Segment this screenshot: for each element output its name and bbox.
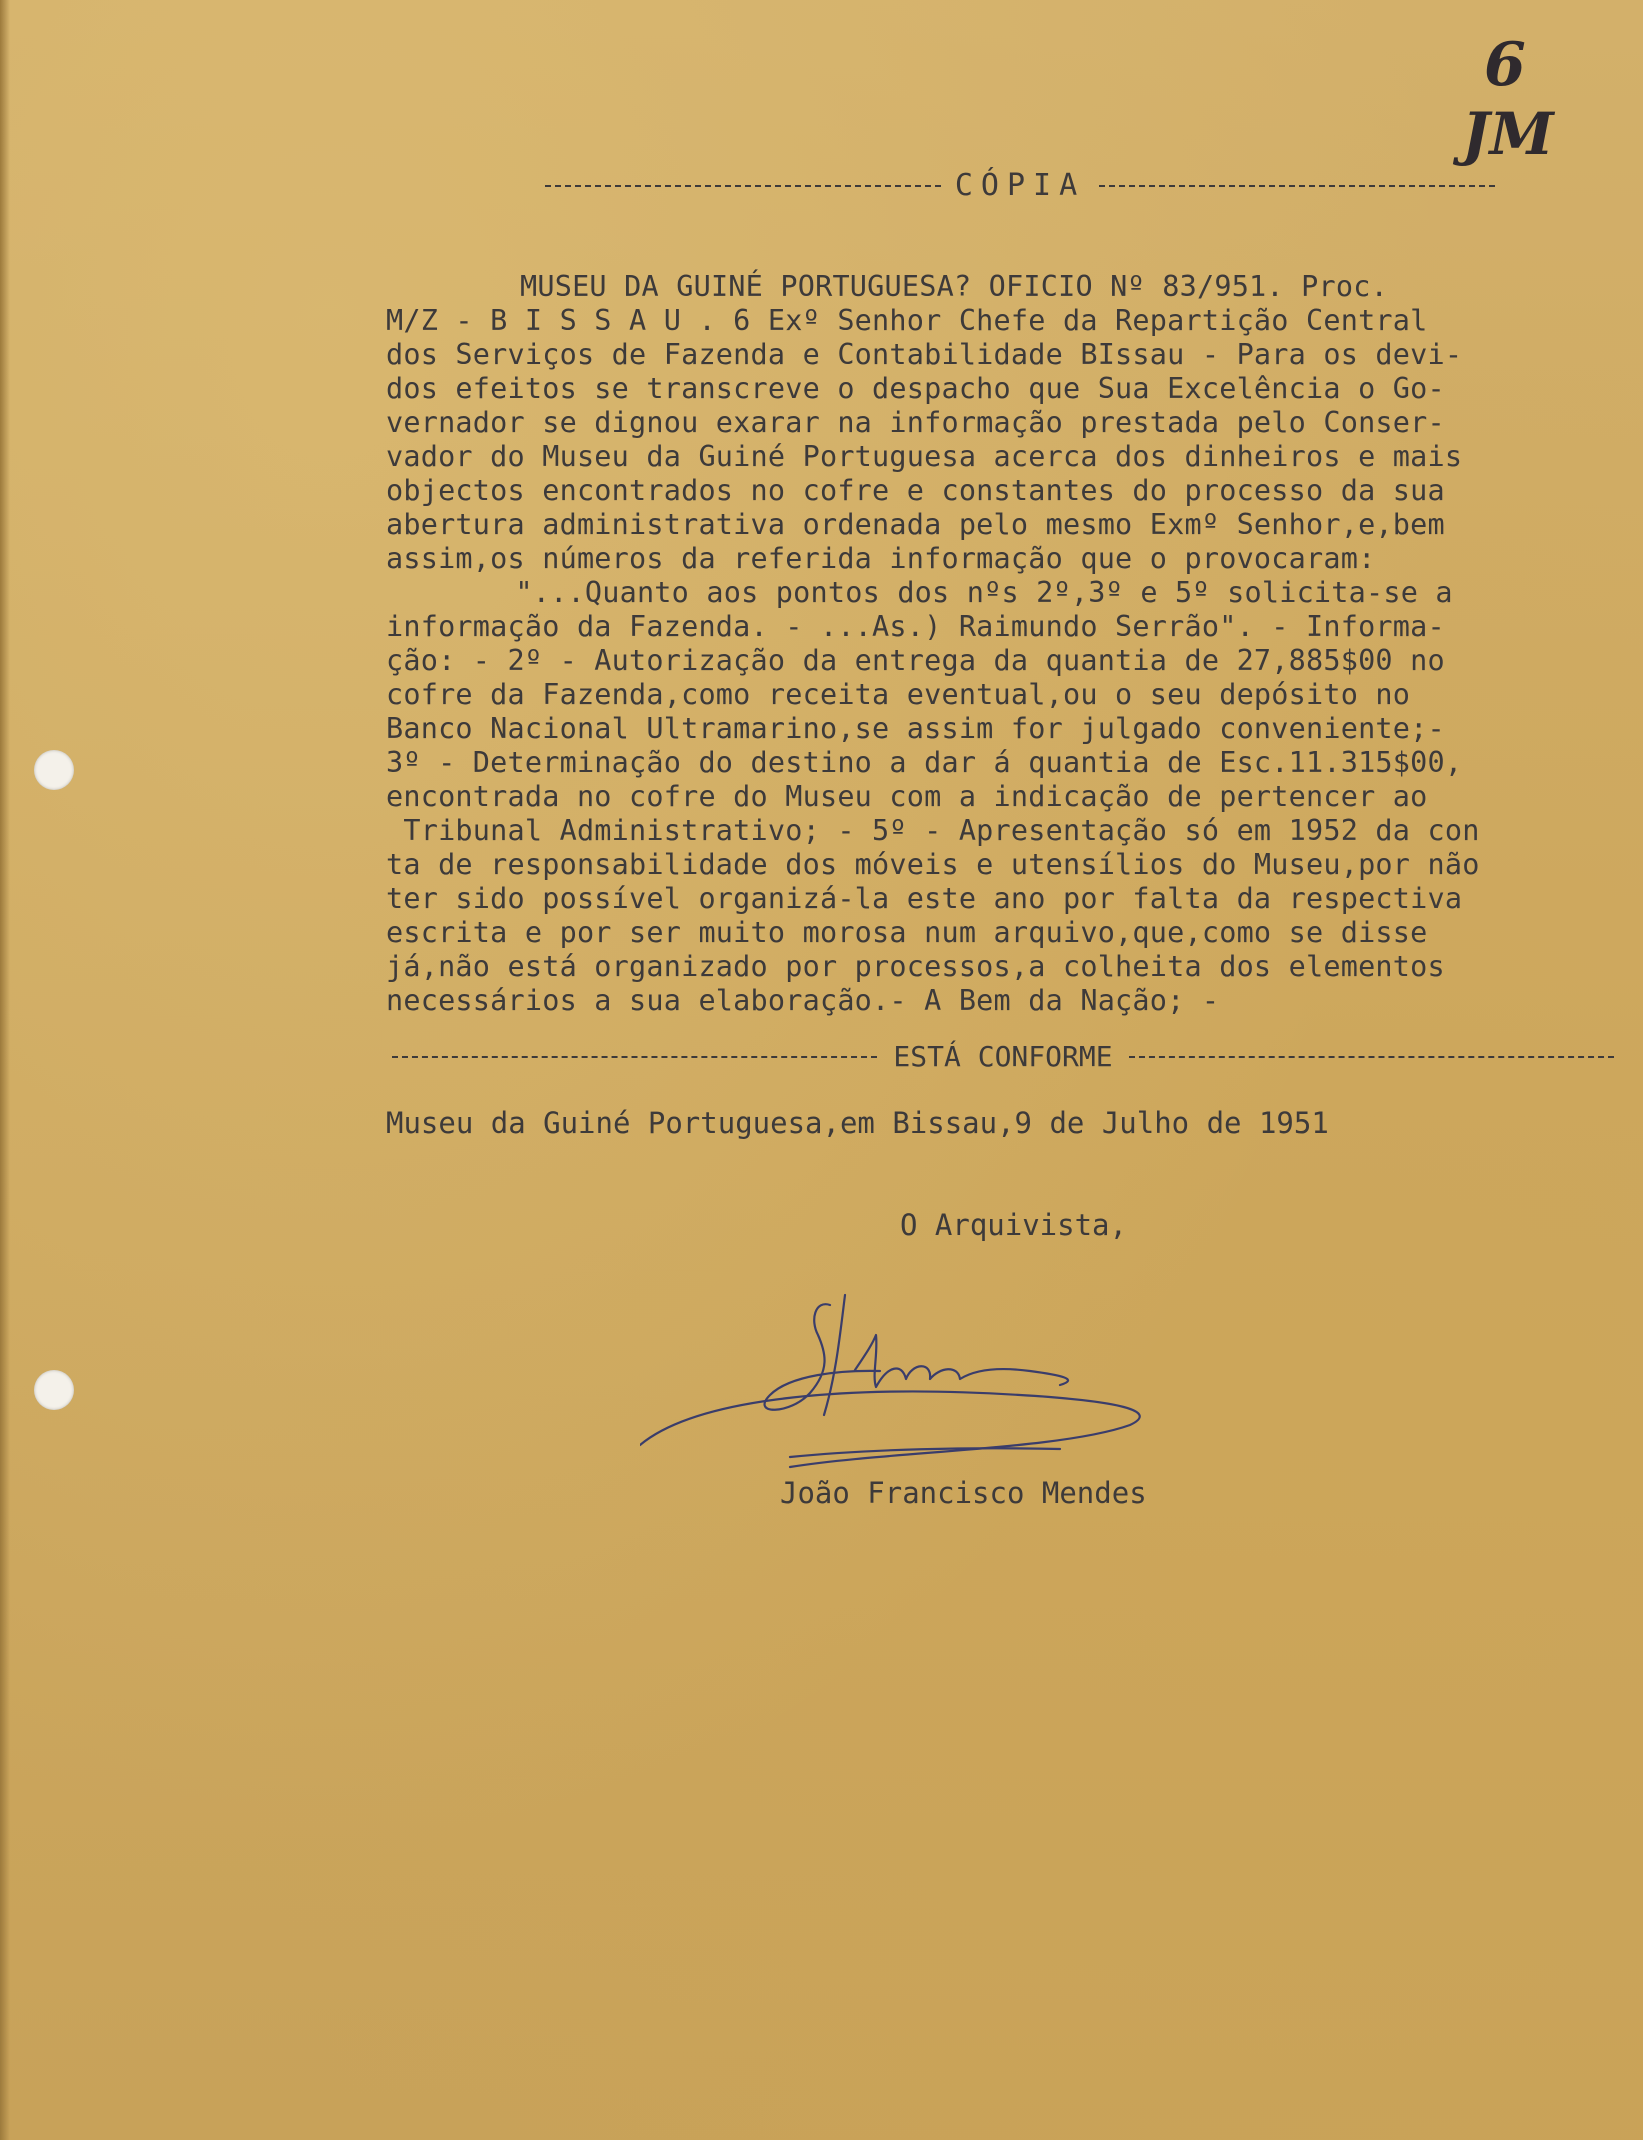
signer-name: João Francisco Mendes — [780, 1476, 1147, 1510]
body-line: ta de responsabilidade dos móveis e utensílios do Museu,por não — [386, 848, 1480, 881]
letter-body — [386, 270, 1636, 1018]
body-line: "...Quanto aos pontos dos nºs 2º,3º e 5º solicita-se a — [446, 576, 1453, 609]
body-line: objectos encontrados no cofre e constantes do processo da sua — [386, 474, 1445, 507]
body-line: dos efeitos se transcreve o despacho que Sua Excelência o Go- — [386, 372, 1445, 405]
body-line: Tribunal Administrativo; - 5º - Apresentação só em 1952 da con — [386, 814, 1480, 847]
body-line: assim,os números da referida informação que o provocaram: — [386, 542, 1376, 575]
place-date: Museu da Guiné Portuguesa,em Bissau,9 de Julho de 1951 — [386, 1106, 1329, 1140]
header-dash-left — [545, 185, 941, 187]
body-line: abertura administrativa ordenada pelo mesmo Exmº Senhor,e,bem — [386, 508, 1445, 541]
body-line: cofre da Fazenda,como receita eventual,ou o seu depósito no — [386, 678, 1411, 711]
handwritten-signature — [640, 1275, 1200, 1475]
punch-hole-top — [34, 750, 74, 790]
body-line: encontrada no cofre do Museu com a indicação de pertencer ao — [386, 780, 1428, 813]
body-line: ter sido possível organizá-la este ano por falta da respectiva — [386, 882, 1463, 915]
body-line: dos Serviços de Fazenda e Contabilidade BIssau - Para os devi- — [386, 338, 1463, 371]
copy-title: CÓPIA — [954, 168, 1086, 203]
body-line: M/Z - B I S S A U . 6 Exº Senhor Chefe da Repartição Central — [386, 304, 1428, 337]
conformity-line — [392, 1040, 1614, 1073]
conformity-dash-left — [392, 1056, 877, 1058]
handwritten-page-number: 6 — [1484, 30, 1526, 100]
punch-hole-bottom — [34, 1370, 74, 1410]
body-line: 3º - Determinação do destino a dar á quantia de Esc.11.315$00, — [386, 746, 1463, 779]
body-line: já,não está organizado por processos,a colheita dos elementos — [386, 950, 1445, 983]
copy-header — [545, 168, 1495, 203]
body-line: ção: - 2º - Autorização da entrega da quantia de 27,885$00 no — [386, 644, 1445, 677]
body-line: MUSEU DA GUINÉ PORTUGUESA? OFICIO Nº 83/951. Proc. — [520, 270, 1388, 303]
body-line: escrita e por ser muito morosa num arquivo,que,como se disse — [386, 916, 1428, 949]
handwritten-initials: JM — [1462, 100, 1554, 168]
conformity-dash-right — [1129, 1056, 1614, 1058]
body-line: vernador se dignou exarar na informação prestada pelo Conser- — [386, 406, 1445, 439]
page-edge-shadow — [0, 0, 10, 2140]
closing-title: O Arquivista, — [900, 1208, 1127, 1242]
body-line: vador do Museu da Guiné Portuguesa acerca dos dinheiros e mais — [386, 440, 1463, 473]
body-line: necessários a sua elaboração.- A Bem da Nação; - — [386, 984, 1220, 1017]
body-line: Banco Nacional Ultramarino,se assim for julgado conveniente;- — [386, 712, 1445, 745]
header-dash-right — [1099, 185, 1495, 187]
body-line: informação da Fazenda. - ...As.) Raimundo Serrão". - Informa- — [386, 610, 1445, 643]
conformity-label: ESTÁ CONFORME — [893, 1040, 1113, 1073]
